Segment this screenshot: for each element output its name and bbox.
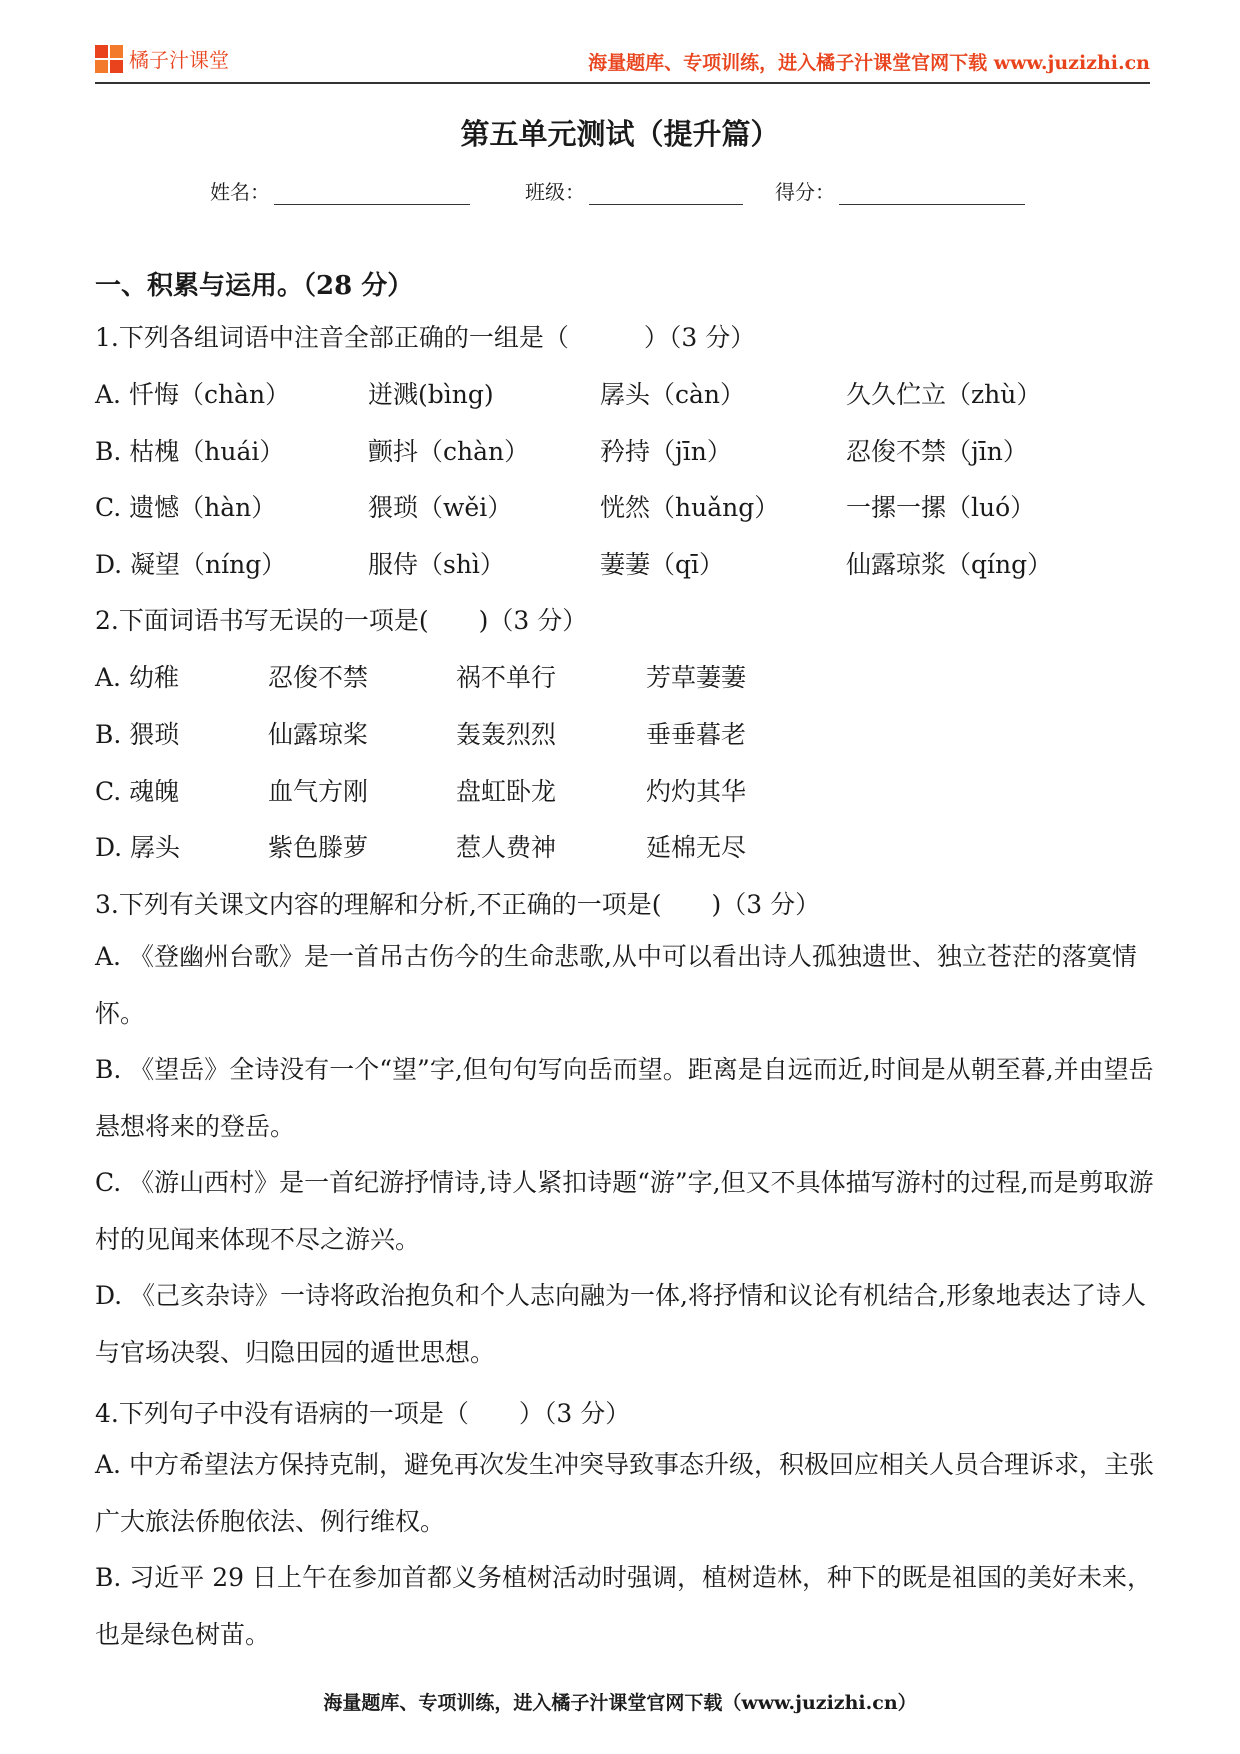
q2-option: B. 猥琐 bbox=[95, 720, 180, 749]
q2-option: 延棉无尽 bbox=[646, 833, 747, 862]
brand-logo bbox=[95, 44, 229, 73]
score-blank bbox=[839, 182, 1025, 205]
q1-option: 一摞一摞（luó） bbox=[846, 493, 1036, 522]
q2-option: 仙露琼桨 bbox=[268, 720, 369, 749]
q3-option-b: B. 《望岳》全诗没有一个“望”字,但句句写向岳而望。距离是自远而近,时间是从朝至暮,并由望岳悬想将来的登岳。 bbox=[95, 1055, 1154, 1141]
question-2-stem: 2.下面词语书写无误的一项是( )（3 分） bbox=[95, 606, 588, 635]
q1-option: 忍俊不禁（jīn） bbox=[846, 437, 1028, 466]
q1-option: 仙露琼浆（qíng） bbox=[846, 550, 1053, 579]
q2-option: 血气方刚 bbox=[268, 777, 369, 806]
q2-option: 惹人费神 bbox=[456, 833, 557, 862]
q2-option: 轰轰烈烈 bbox=[456, 720, 557, 749]
section-heading: 一、积累与运用。（28 分） bbox=[95, 271, 414, 301]
q2-option: 灼灼其华 bbox=[646, 777, 747, 806]
header-divider bbox=[95, 82, 1150, 84]
name-blank bbox=[274, 182, 470, 205]
page-title: 第五单元测试（提升篇） bbox=[460, 117, 780, 151]
q2-option: D. 孱头 bbox=[95, 833, 181, 862]
question-3-stem: 3.下列有关课文内容的理解和分析,不正确的一项是( )（3 分） bbox=[95, 890, 821, 919]
page-header bbox=[95, 40, 1150, 80]
score-field bbox=[775, 176, 1025, 205]
q1-option: 萋萋（qī） bbox=[600, 550, 724, 579]
q1-option: D. 凝望（níng） bbox=[95, 550, 287, 579]
name-field bbox=[210, 176, 470, 205]
q1-option: 恍然（huǎng） bbox=[600, 493, 780, 522]
q1-option: B. 枯槐（huái） bbox=[95, 437, 285, 466]
question-4-stem: 4.下列句子中没有语病的一项是（ ）（3 分） bbox=[95, 1399, 631, 1428]
q1-option: C. 遗憾（hàn） bbox=[95, 493, 277, 522]
q3-option-c: C. 《游山西村》是一首纪游抒情诗,诗人紧扣诗题“游”字,但又不具体描写游村的过程,而是剪取游村的见闻来体现不尽之游兴。 bbox=[95, 1168, 1154, 1254]
q2-option: 垂垂暮老 bbox=[646, 720, 747, 749]
q4-option-b: B. 习近平 29 日上午在参加首都义务植树活动时强调，植树造林，种下的既是祖国的美好未来，也是绿色树苗。 bbox=[95, 1563, 1152, 1649]
page-footer: 海量题库、专项训练，进入橘子汁课堂官网下载（www.juzizhi.cn） bbox=[323, 1692, 917, 1714]
q4-option-a: A. 中方希望法方保持克制，避免再次发生冲突导致事态升级，积极回应相关人员合理诉求，主张广大旅法侨胞依法、例行维权。 bbox=[95, 1450, 1154, 1536]
class-blank bbox=[589, 182, 743, 205]
q2-option: 忍俊不禁 bbox=[268, 663, 369, 692]
header-slogan: 海量题库、专项训练，进入橘子汁课堂官网下载 www.juzizhi.cn bbox=[588, 52, 1150, 74]
q3-option-a: A. 《登幽州台歌》是一首吊古伤今的生命悲歌,从中可以看出诗人孤独遗世、独立苍茫的落寞情怀。 bbox=[95, 942, 1137, 1028]
q1-option: A. 忏悔（chàn） bbox=[95, 380, 291, 409]
score-label: 得分： bbox=[775, 180, 835, 204]
q1-option: 矜持（jīn） bbox=[600, 437, 732, 466]
q2-option: A. 幼稚 bbox=[95, 663, 179, 692]
q2-option: 祸不单行 bbox=[456, 663, 557, 692]
q1-option: 久久伫立（zhù） bbox=[846, 380, 1042, 409]
q1-option: 服侍（shì） bbox=[368, 550, 505, 579]
q2-option: 盘虹卧龙 bbox=[456, 777, 557, 806]
name-label: 姓名： bbox=[210, 180, 270, 204]
q2-option: C. 魂魄 bbox=[95, 777, 180, 806]
logo-text: 橘子汁课堂 bbox=[129, 48, 229, 72]
class-field bbox=[525, 176, 743, 205]
question-1-stem: 1.下列各组词语中注音全部正确的一组是（ ）（3 分） bbox=[95, 323, 756, 352]
q1-option: 迸溅(bìng) bbox=[368, 380, 494, 409]
q3-option-d: D. 《己亥杂诗》一诗将政治抱负和个人志向融为一体,将抒情和议论有机结合,形象地表达了诗人与官场决裂、归隐田园的遁世思想。 bbox=[95, 1281, 1146, 1367]
q2-option: 芳草萋萋 bbox=[646, 663, 747, 692]
q1-option: 颤抖（chàn） bbox=[368, 437, 530, 466]
logo-icon bbox=[95, 45, 123, 73]
q2-option: 紫色滕萝 bbox=[268, 833, 369, 862]
q1-option: 猥琐（wěi） bbox=[368, 493, 513, 522]
q1-option: 孱头（càn） bbox=[600, 380, 746, 409]
class-label: 班级： bbox=[525, 180, 585, 204]
